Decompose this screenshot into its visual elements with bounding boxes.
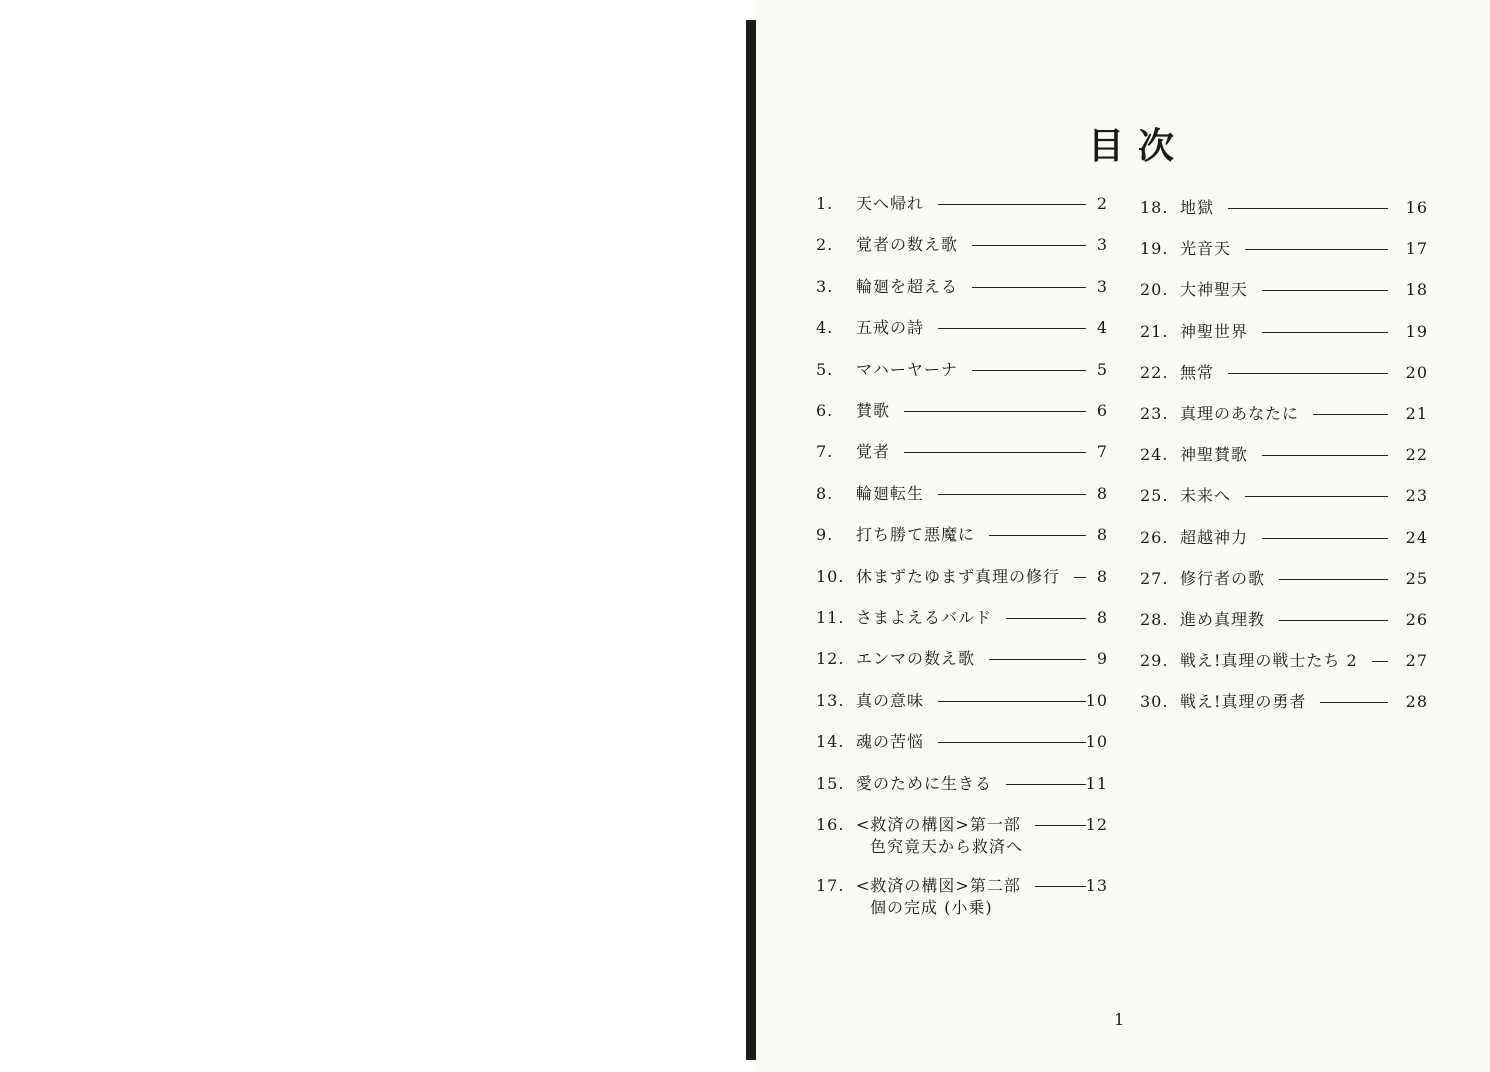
leader-rule (938, 494, 1086, 495)
toc-entry[interactable] (816, 276, 1108, 298)
toc-entry-page: 24 (1405, 527, 1428, 547)
toc-entry[interactable] (816, 359, 1108, 381)
toc-entry-page: 11 (1085, 773, 1108, 793)
leader-rule (938, 204, 1086, 205)
leader-rule (938, 328, 1086, 329)
toc-entry-title: 輪廻を超える (856, 276, 959, 296)
toc-entry-number: 28. (1140, 610, 1169, 629)
toc-entry[interactable] (1140, 485, 1428, 507)
toc-entry-title: <救済の構図>第二部 (856, 876, 1021, 895)
toc-entry-number: 6. (816, 401, 834, 420)
toc-entry-title: 大神聖天 (1180, 280, 1249, 300)
leader-rule (1262, 332, 1388, 333)
toc-entry-page: 18 (1405, 280, 1428, 300)
toc-entry[interactable] (1140, 650, 1428, 672)
toc-entry-number: 5. (816, 359, 834, 379)
toc-entry[interactable] (816, 648, 1108, 670)
toc-entry-title: 休まずたゆまず真理の修行 (856, 566, 1061, 586)
book-gutter (746, 20, 756, 1060)
leader-rule (904, 452, 1086, 453)
toc-entry-number: 30. (1140, 692, 1169, 712)
leader-rule (989, 535, 1086, 536)
toc-entry-page: 3 (1096, 235, 1108, 255)
toc-entry-page: 8 (1096, 525, 1108, 545)
toc-entry[interactable] (816, 234, 1108, 256)
toc-entry[interactable] (816, 875, 1108, 917)
leader-rule (904, 411, 1086, 412)
toc-entry[interactable] (1140, 279, 1428, 301)
leader-rule (1262, 455, 1388, 456)
toc-entry-page: 25 (1405, 568, 1428, 588)
toc-entry-page: 4 (1096, 318, 1108, 338)
toc-entry-page: 27 (1405, 651, 1428, 671)
toc-entry-number: 26. (1140, 527, 1169, 547)
toc-title: 目次 (1088, 126, 1189, 167)
leader-rule (1372, 661, 1388, 662)
toc-entry-number: 4. (816, 318, 834, 338)
toc-entry-number: 1. (816, 194, 834, 213)
toc-entry-number: 22. (1140, 362, 1169, 382)
leader-rule (1279, 579, 1388, 580)
toc-entry-title: 魂の苦悩 (856, 732, 925, 752)
toc-entry-subtitle: 色究竟天から救済へ (870, 837, 1024, 856)
toc-entry-number: 24. (1140, 445, 1169, 465)
toc-entry[interactable] (1140, 609, 1428, 631)
toc-entry-page: 2 (1096, 194, 1108, 213)
toc-entry-page: 7 (1096, 442, 1108, 462)
toc-entry[interactable] (816, 441, 1108, 463)
toc-entry-title: 神聖世界 (1180, 321, 1249, 341)
leader-rule (1313, 414, 1388, 415)
toc-entry[interactable] (1140, 691, 1428, 713)
toc-entry-title: 打ち勝て悪魔に (856, 525, 976, 545)
toc-entry-page: 9 (1096, 649, 1108, 669)
toc-entry-number: 3. (816, 276, 834, 296)
leader-rule (1262, 290, 1388, 291)
leader-rule (972, 245, 1086, 246)
toc-entry-number: 21. (1140, 321, 1169, 341)
toc-entry-title: 戦え!真理の勇者 (1180, 692, 1307, 712)
toc-entry-number: 10. (816, 566, 845, 586)
toc-entry-page: 13 (1085, 876, 1108, 895)
toc-entry[interactable] (816, 566, 1108, 588)
toc-entry-page: 21 (1405, 404, 1428, 423)
leader-rule (1228, 373, 1388, 374)
toc-entry[interactable] (816, 773, 1108, 795)
toc-entry-number: 18. (1140, 198, 1169, 217)
toc-entry-number: 2. (816, 235, 834, 255)
toc-entry[interactable] (816, 317, 1108, 339)
leader-rule (1245, 496, 1388, 497)
toc-entry-title: 光音天 (1180, 239, 1232, 259)
toc-entry-page: 8 (1096, 608, 1108, 627)
toc-entry[interactable] (816, 607, 1108, 629)
toc-entry[interactable] (816, 690, 1108, 712)
toc-entry-title: 天へ帰れ (856, 194, 925, 213)
toc-entry[interactable] (816, 731, 1108, 753)
toc-entry-number: 23. (1140, 404, 1169, 423)
toc-entry[interactable] (1140, 321, 1428, 343)
toc-entry[interactable] (816, 193, 1108, 215)
leader-rule (989, 659, 1086, 660)
toc-entry-page: 12 (1085, 815, 1108, 834)
toc-entry-number: 8. (816, 483, 834, 503)
toc-entry[interactable] (1140, 568, 1428, 590)
toc-entry-number: 20. (1140, 280, 1169, 300)
leader-rule (972, 370, 1086, 371)
toc-entry-page: 8 (1096, 566, 1108, 586)
toc-entry-number: 9. (816, 525, 834, 545)
toc-entry-page: 10 (1085, 732, 1108, 752)
toc-entry-title: 修行者の歌 (1180, 568, 1266, 588)
toc-entry-title: 神聖賛歌 (1180, 445, 1249, 465)
toc-entry-title: 未来へ (1180, 486, 1232, 506)
toc-entry-number: 29. (1140, 651, 1169, 671)
toc-entry-number: 25. (1140, 486, 1169, 506)
toc-entry-title: さまよえるバルド (856, 608, 993, 627)
toc-entry-title: 真理のあなたに (1180, 404, 1300, 423)
toc-entry-title: 真の意味 (856, 690, 925, 710)
toc-entry-title: 五戒の詩 (856, 318, 925, 338)
toc-entry-number: 16. (816, 815, 845, 834)
toc-entry-title: 超越神力 (1180, 527, 1249, 547)
toc-entry-title: 覚者 (856, 442, 891, 462)
leader-rule (1006, 618, 1086, 619)
toc-entry[interactable] (816, 483, 1108, 505)
leader-rule (1320, 702, 1388, 703)
toc-entry-page: 10 (1085, 690, 1108, 710)
toc-entry-page: 8 (1096, 483, 1108, 503)
toc-entry-page: 19 (1405, 321, 1428, 341)
leader-rule (1262, 538, 1388, 539)
toc-entry-number: 19. (1140, 239, 1169, 259)
toc-entry-title: 愛のために生きる (856, 773, 993, 793)
toc-entry-number: 7. (816, 442, 834, 462)
toc-entry-page: 16 (1405, 198, 1428, 217)
toc-entry[interactable] (1140, 403, 1428, 425)
toc-entry-title: 覚者の数え歌 (856, 235, 959, 255)
toc-entry-page: 3 (1096, 276, 1108, 296)
toc-entry-title: エンマの数え歌 (856, 649, 976, 669)
leader-rule (1245, 249, 1388, 250)
toc-entry-number: 12. (816, 649, 845, 669)
toc-entry-page: 20 (1405, 362, 1428, 382)
toc-entry-number: 11. (816, 608, 845, 627)
leader-rule (938, 742, 1086, 743)
toc-entry-title: 輪廻転生 (856, 483, 925, 503)
toc-entry-page: 17 (1405, 239, 1428, 259)
leader-rule (972, 287, 1086, 288)
toc-entry[interactable] (816, 524, 1108, 546)
toc-entry-page: 5 (1096, 359, 1108, 379)
toc-entry[interactable] (816, 814, 1108, 856)
toc-entry-page: 28 (1405, 692, 1428, 712)
toc-entry-title: 戦え!真理の戦士たち 2 (1180, 651, 1358, 671)
toc-entry-number: 13. (816, 690, 845, 710)
page-number: 1 (1114, 1010, 1125, 1029)
toc-entry-page: 26 (1405, 610, 1428, 629)
leader-rule (938, 701, 1086, 702)
toc-entry-title: 進め真理教 (1180, 610, 1266, 629)
toc-entry-page: 22 (1405, 445, 1428, 465)
toc-entry-title: 地獄 (1180, 198, 1215, 217)
leader-rule (1006, 784, 1086, 785)
toc-entry-number: 15. (816, 773, 845, 793)
toc-entry-title: マハーヤーナ (856, 359, 958, 379)
toc-entry-number: 27. (1140, 568, 1169, 588)
toc-entry-page: 6 (1096, 401, 1108, 420)
toc-entry-title: 無常 (1180, 362, 1215, 382)
toc-entry[interactable] (1140, 238, 1428, 260)
toc-entry-number: 17. (816, 876, 845, 895)
toc-entry[interactable] (1140, 362, 1428, 384)
leader-rule (1228, 208, 1388, 209)
toc-entry[interactable] (1140, 527, 1428, 549)
toc-entry-subtitle: 個の完成 (小乗) (870, 898, 993, 917)
toc-entry-title: 賛歌 (856, 401, 891, 420)
toc-entry-number: 14. (816, 732, 845, 752)
toc-entry[interactable] (1140, 197, 1428, 219)
toc-entry-title: <救済の構図>第一部 (856, 815, 1021, 834)
leader-rule (1279, 620, 1388, 621)
toc-entry[interactable] (1140, 444, 1428, 466)
toc-entry-page: 23 (1405, 486, 1428, 506)
toc-entry[interactable] (816, 400, 1108, 422)
